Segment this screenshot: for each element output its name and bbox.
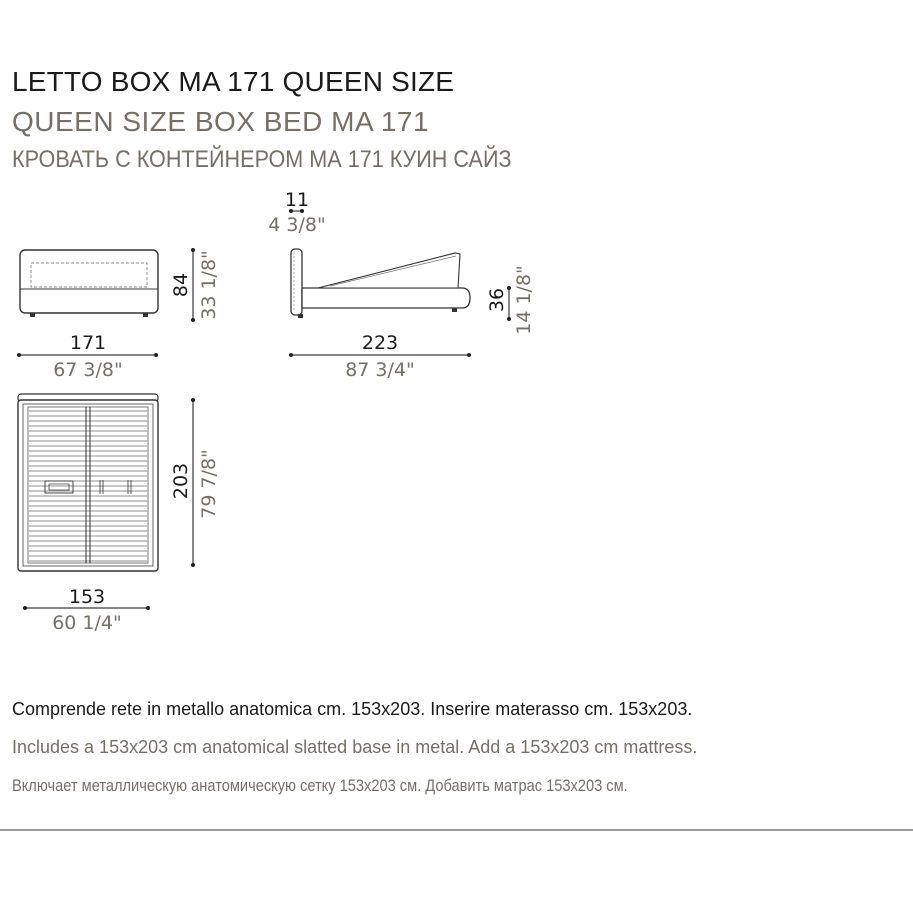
side-length-in: 87 3/4" <box>345 359 415 381</box>
plan-width-in: 60 1/4" <box>52 612 122 634</box>
side-height-in: 14 1/8" <box>513 265 535 335</box>
side-height-cm: 36 <box>486 287 508 313</box>
front-width-dimension <box>17 332 158 381</box>
plan-view <box>18 394 158 571</box>
front-height-dimension <box>170 248 220 322</box>
title-italian: LETTO BOX MA 171 QUEEN SIZE <box>12 66 455 97</box>
side-length-dimension <box>289 332 471 381</box>
note-russian: Включает металлическую анатомическую сетку 153x203 см. Добавить матрас 153x203 см. <box>12 776 628 795</box>
side-view <box>291 249 470 318</box>
plan-width-cm: 153 <box>68 586 106 608</box>
plan-length-dimension <box>170 398 220 567</box>
title-english: QUEEN SIZE BOX BED MA 171 <box>12 106 430 137</box>
front-width-cm: 171 <box>69 332 107 354</box>
plan-length-cm: 203 <box>170 462 192 500</box>
front-width-in: 67 3/8" <box>53 359 123 381</box>
plan-length-in: 79 7/8" <box>198 449 220 519</box>
title-russian: КРОВАТЬ С КОНТЕЙНЕРОМ МА 171 КУИН САЙЗ <box>12 146 512 173</box>
plan-width-dimension <box>23 586 150 634</box>
side-top-cm: 11 <box>284 189 310 211</box>
side-top-in: 4 3/8" <box>268 214 326 236</box>
side-top-dimension <box>268 189 325 236</box>
front-height-in: 33 1/8" <box>198 250 220 320</box>
side-length-cm: 223 <box>361 332 399 354</box>
divider-line <box>0 829 913 831</box>
front-height-cm: 84 <box>170 272 192 298</box>
front-view <box>20 250 158 317</box>
note-italian: Comprende rete in metallo anatomica cm. 153x203. Inserire materasso cm. 153x203. <box>12 699 693 719</box>
side-height-dimension <box>486 265 535 335</box>
note-english: Includes a 153x203 cm anatomical slatted base in metal. Add a 153x203 cm mattress. <box>12 737 698 757</box>
